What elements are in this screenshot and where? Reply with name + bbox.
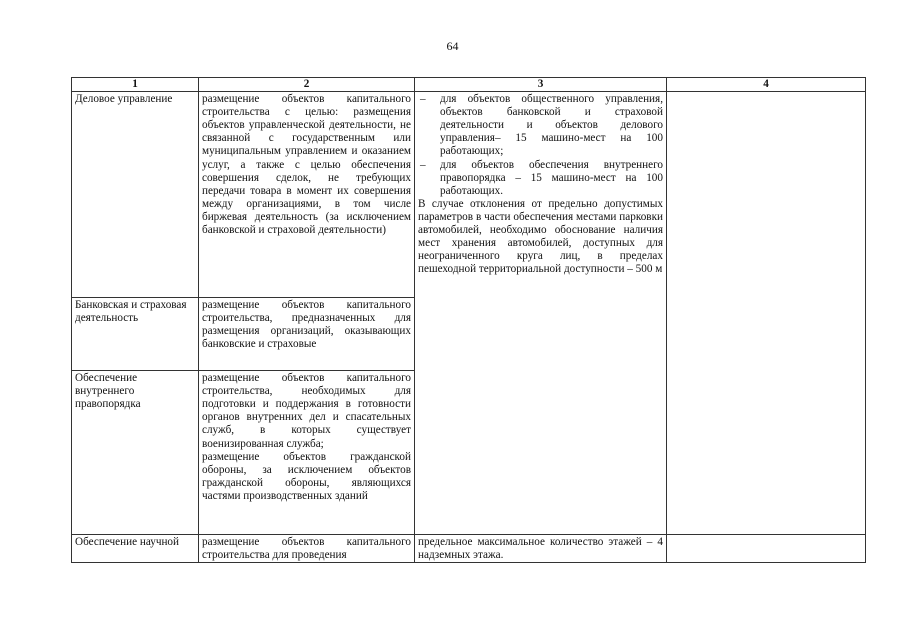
column-header-1: 1 bbox=[72, 78, 199, 92]
column-header-3: 3 bbox=[415, 78, 667, 92]
parking-requirements-cell bbox=[415, 92, 667, 535]
parking-item-1 bbox=[418, 93, 663, 158]
row3-land-use-name: Обеспечение внутреннего правопорядка bbox=[72, 371, 199, 535]
row4-floor-limit: предельное максимальное количество этажей – 4 надземных этажа. bbox=[415, 535, 667, 563]
parking-item-2-text: для объектов обеспечения внутреннего правопорядка – 15 машино-мест на 100 работающих. bbox=[440, 158, 663, 197]
dash-bullet: – bbox=[420, 93, 426, 106]
row1-col4-empty bbox=[667, 92, 866, 535]
row3-description bbox=[199, 371, 415, 535]
row4-land-use-name: Обеспечение научной bbox=[72, 535, 199, 563]
row1-description: размещение объектов капитального строительства с целью: размещения объектов управленческой деятельности, не связанной с государственным или муниципальным управлением и оказанием услуг, а также с целью обеспечения совершения сделок, не требующих передачи товара в момент их совершения между организациями, в том числе биржевая деятельность (за исключением банковской и страховой деятельности) bbox=[199, 92, 415, 298]
row4-col4-empty bbox=[667, 535, 866, 563]
row2-land-use-name: Банковская и страховая деятельность bbox=[72, 298, 199, 371]
column-header-4: 4 bbox=[667, 78, 866, 92]
row2-description: размещение объектов капитального строительства, предназначенных для размещения организаций, оказывающих банковские и страховые bbox=[199, 298, 415, 371]
table-header-row bbox=[72, 78, 866, 92]
dash-bullet: – bbox=[420, 158, 426, 171]
row1-land-use-name: Деловое управление bbox=[72, 92, 199, 298]
column-header-2: 2 bbox=[199, 78, 415, 92]
table-row bbox=[72, 535, 866, 563]
row3-description-part1: размещение объектов капитального строительства, необходимых для подготовки и поддержания в готовности органов внутренних дел и спасательных служб, в которых существует военизированная служба; bbox=[202, 372, 411, 450]
table-row bbox=[72, 92, 866, 298]
row3-description-part2: размещение объектов гражданской обороны, за исключением объектов гражданской обороны, являющихся частями производственных зданий bbox=[202, 450, 411, 502]
page-number: 64 bbox=[446, 39, 459, 53]
regulations-table bbox=[71, 77, 866, 563]
parking-deviation-paragraph: В случае отклонения от предельно допустимых параметров в части обеспечения местами парковки автомобилей, необходимо обоснование наличия мест хранения автомобилей, доступных для неограниченного круга лиц, в пределах пешеходной территориальной доступности – 500 м bbox=[418, 197, 663, 276]
parking-item-1-text: для объектов общественного управления, объектов банковской и страховой деятельности и объектов делового управления– 15 машино-мест на 100 работающих; bbox=[440, 93, 663, 158]
row4-description: размещение объектов капитального строительства для проведения bbox=[199, 535, 415, 563]
parking-item-2 bbox=[418, 159, 663, 198]
